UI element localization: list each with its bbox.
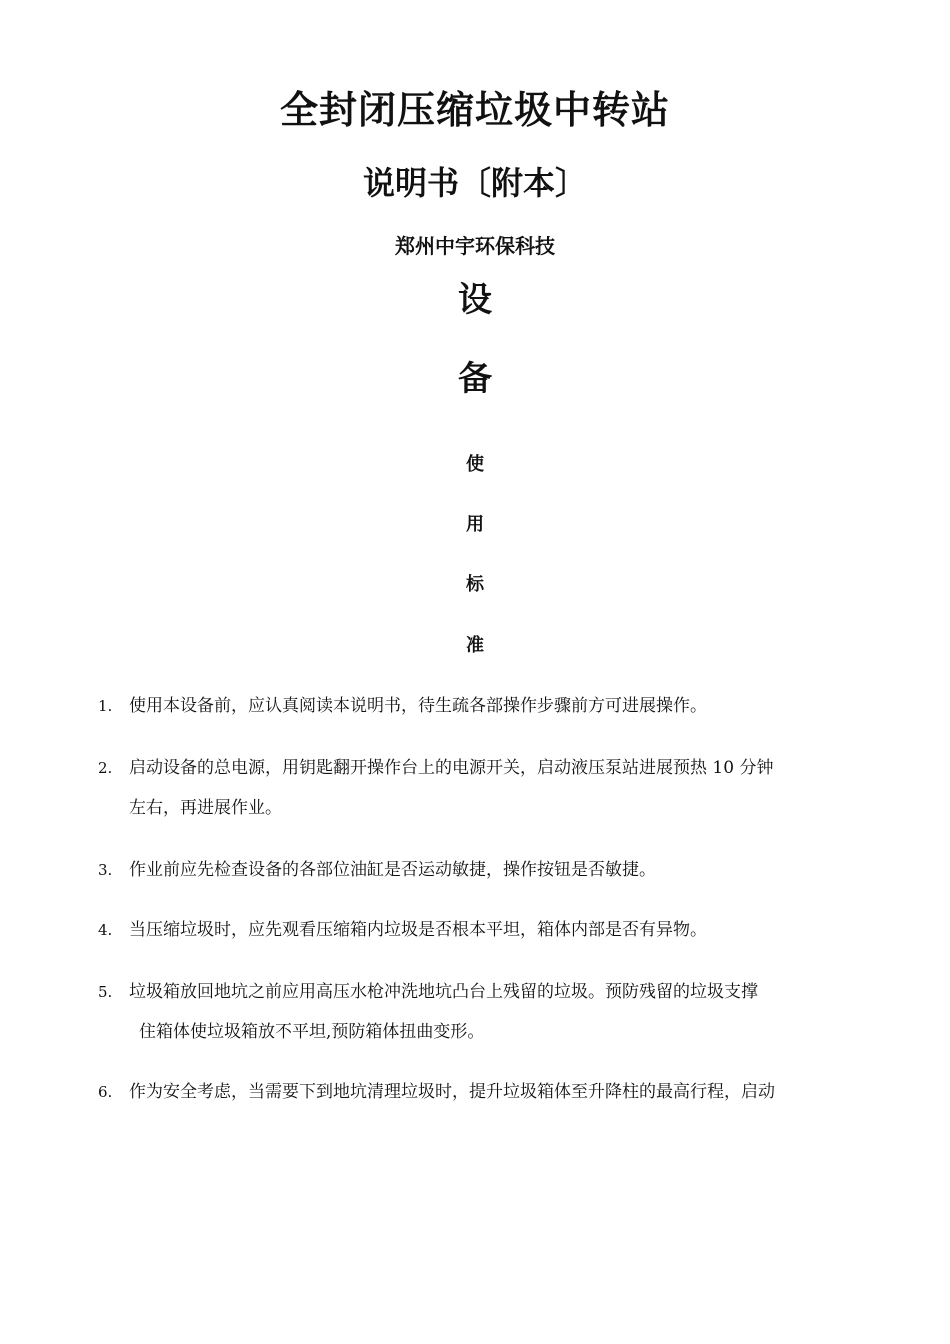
list-item-text: 启动设备的总电源，用钥匙翻开操作台上的电源开关，启动液压泵站进展预热 10 分钟 (129, 758, 774, 778)
list-item-number: 5. (98, 983, 113, 1001)
document-subtitle: 说明书〔附本〕 (362, 164, 587, 202)
list-item-text: 作为安全考虑，当需要下到地坑清理垃圾时，提升垃圾箱体至升降柱的最高行程，启动 (129, 1082, 775, 1102)
vertical-subheading-char: 准 (466, 635, 484, 656)
document-title: 全封闭压缩垃圾中转站 (279, 88, 670, 132)
list-item-text: 使用本设备前，应认真阅读本说明书，待生疏各部操作步骤前方可进展操作。 (129, 696, 707, 716)
vertical-heading-char: 设 (458, 280, 492, 320)
list-item-number: 4. (98, 921, 113, 939)
list-item-text: 左右，再进展作业。 (129, 798, 282, 818)
company-name: 郑州中宇环保科技 (395, 234, 555, 258)
list-item-number: 3. (98, 861, 113, 879)
list-item (98, 748, 868, 828)
list-item-number: 2. (98, 759, 113, 777)
list-item-number: 1. (98, 697, 113, 715)
list-item (98, 686, 868, 726)
vertical-subheading-char: 使 (466, 454, 484, 475)
list-item-text: 住箱体使垃圾箱放不平坦,预防箱体扭曲变形。 (139, 1022, 485, 1042)
vertical-subheading-char: 用 (466, 514, 484, 535)
vertical-heading-char: 备 (458, 359, 492, 399)
list-item-text: 垃圾箱放回地坑之前应用高压水枪冲洗地坑凸台上残留的垃圾。预防残留的垃圾支撑 (129, 982, 758, 1002)
list-item (98, 850, 868, 890)
list-item (98, 972, 868, 1052)
vertical-subheading-char: 标 (466, 574, 484, 595)
list-item (98, 910, 868, 950)
list-item-text: 作业前应先检查设备的各部位油缸是否运动敏捷，操作按钮是否敏捷。 (129, 860, 656, 880)
list-item-number: 6. (98, 1083, 113, 1101)
list-item (98, 1072, 868, 1112)
list-item-text: 当压缩垃圾时，应先观看压缩箱内垃圾是否根本平坦，箱体内部是否有异物。 (129, 920, 707, 940)
